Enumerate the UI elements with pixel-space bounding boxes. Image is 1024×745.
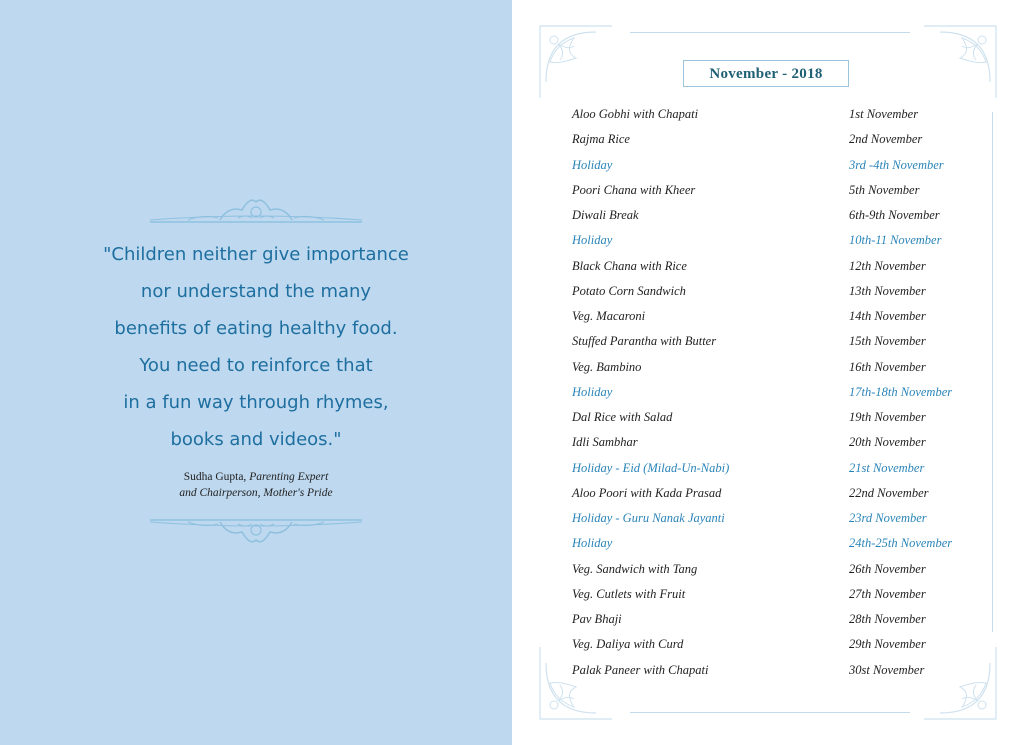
menu-row [572, 633, 992, 658]
menu-date: 20th November [849, 435, 926, 450]
menu-dish: Veg. Macaroni [572, 309, 646, 323]
menu-date: 10th-11 November [849, 233, 942, 248]
menu-dish: Holiday [572, 233, 613, 248]
menu-row [572, 280, 992, 305]
corner-ornament-icon [536, 22, 616, 102]
menu-row [572, 659, 992, 684]
quote-attribution [60, 469, 452, 501]
menu-date: 27th November [849, 586, 926, 601]
menu-dish: Holiday - Guru Nanak Jayanti [572, 511, 725, 525]
quote-line: books and videos." [170, 429, 342, 450]
menu-row [572, 532, 992, 557]
menu-dish: Holiday [572, 157, 613, 172]
menu-dish: Veg. Sandwich with Tang [572, 561, 698, 576]
menu-dish: Veg. Daliya with Curd [572, 637, 684, 652]
menu-list [572, 103, 992, 684]
menu-dish: Veg. Bambino [572, 359, 642, 374]
menu-date: 13th November [849, 283, 926, 298]
menu-date: 5th November [849, 182, 920, 197]
menu-row [572, 330, 992, 355]
menu-row [572, 229, 992, 254]
menu-row [572, 305, 992, 330]
menu-dish: Pav Bhaji [572, 612, 622, 626]
quote-line: You need to reinforce that [139, 355, 373, 376]
quote-line: benefits of eating healthy food. [114, 318, 398, 339]
menu-date: 16th November [849, 359, 926, 374]
month-title: November - 2018 [683, 60, 849, 87]
side-border-line [992, 112, 993, 632]
ornamental-flourish-icon [148, 516, 364, 550]
menu-row [572, 507, 992, 532]
menu-row [572, 154, 992, 179]
menu-row [572, 406, 992, 431]
menu-date: 14th November [849, 309, 926, 323]
menu-row [572, 204, 992, 229]
quote-line: "Children neither give importance [103, 244, 409, 265]
menu-dish: Dal Rice with Salad [572, 410, 673, 424]
menu-dish: Potato Corn Sandwich [572, 283, 686, 298]
menu-dish: Veg. Cutlets with Fruit [572, 586, 686, 601]
menu-date: 30st November [849, 662, 925, 677]
menu-dish: Idli Sambhar [572, 435, 638, 450]
menu-row [572, 255, 992, 280]
menu-date: 29th November [849, 637, 926, 652]
quote-text [60, 236, 452, 458]
author-role: Parenting Expert [249, 471, 329, 483]
menu-row [572, 356, 992, 381]
menu-dish: Poori Chana with Kheer [572, 182, 696, 197]
author-name: Sudha Gupta, [183, 471, 247, 483]
menu-row [572, 583, 992, 608]
menu-row [572, 457, 992, 482]
quote-line: nor understand the many [140, 281, 372, 302]
menu-dish: Rajma Rice [572, 132, 630, 147]
menu-row [572, 608, 992, 633]
top-border-line [630, 32, 910, 33]
right-panel [512, 0, 1024, 745]
menu-date: 2nd November [849, 132, 923, 147]
menu-date: 23rd November [849, 511, 927, 525]
menu-row [572, 381, 992, 406]
menu-date: 3rd -4th November [849, 157, 944, 172]
menu-row [572, 128, 992, 153]
menu-dish: Holiday - Eid (Milad-Un-Nabi) [572, 460, 730, 475]
menu-date: 26th November [849, 561, 926, 576]
menu-date: 12th November [849, 258, 926, 273]
menu-date: 28th November [849, 612, 926, 626]
menu-date: 19th November [849, 410, 926, 424]
author-role-prefix: and [179, 487, 197, 499]
menu-row [572, 431, 992, 456]
menu-dish: Black Chana with Rice [572, 258, 687, 273]
menu-date: 21st November [849, 460, 925, 475]
menu-dish: Holiday [572, 384, 613, 399]
menu-row [572, 558, 992, 583]
author-organization: Chairperson, Mother's Pride [199, 487, 333, 499]
menu-dish: Diwali Break [572, 208, 639, 222]
menu-date: 6th-9th November [849, 208, 940, 222]
menu-date: 24th-25th November [849, 536, 953, 551]
menu-row [572, 103, 992, 128]
menu-row [572, 482, 992, 507]
corner-ornament-icon [920, 22, 1000, 102]
menu-dish: Holiday [572, 536, 613, 551]
menu-date: 15th November [849, 334, 926, 349]
menu-dish: Stuffed Parantha with Butter [572, 334, 717, 349]
menu-date: 22nd November [849, 485, 929, 500]
menu-dish: Aloo Gobhi with Chapati [572, 107, 699, 121]
menu-dish: Aloo Poori with Kada Prasad [572, 485, 722, 500]
menu-date: 17th-18th November [849, 384, 953, 399]
menu-dish: Palak Paneer with Chapati [572, 662, 709, 677]
bottom-border-line [630, 712, 910, 713]
menu-date: 1st November [849, 107, 919, 121]
ornamental-flourish-icon [148, 192, 364, 226]
quote-line: in a fun way through rhymes, [123, 392, 389, 413]
menu-row [572, 179, 992, 204]
